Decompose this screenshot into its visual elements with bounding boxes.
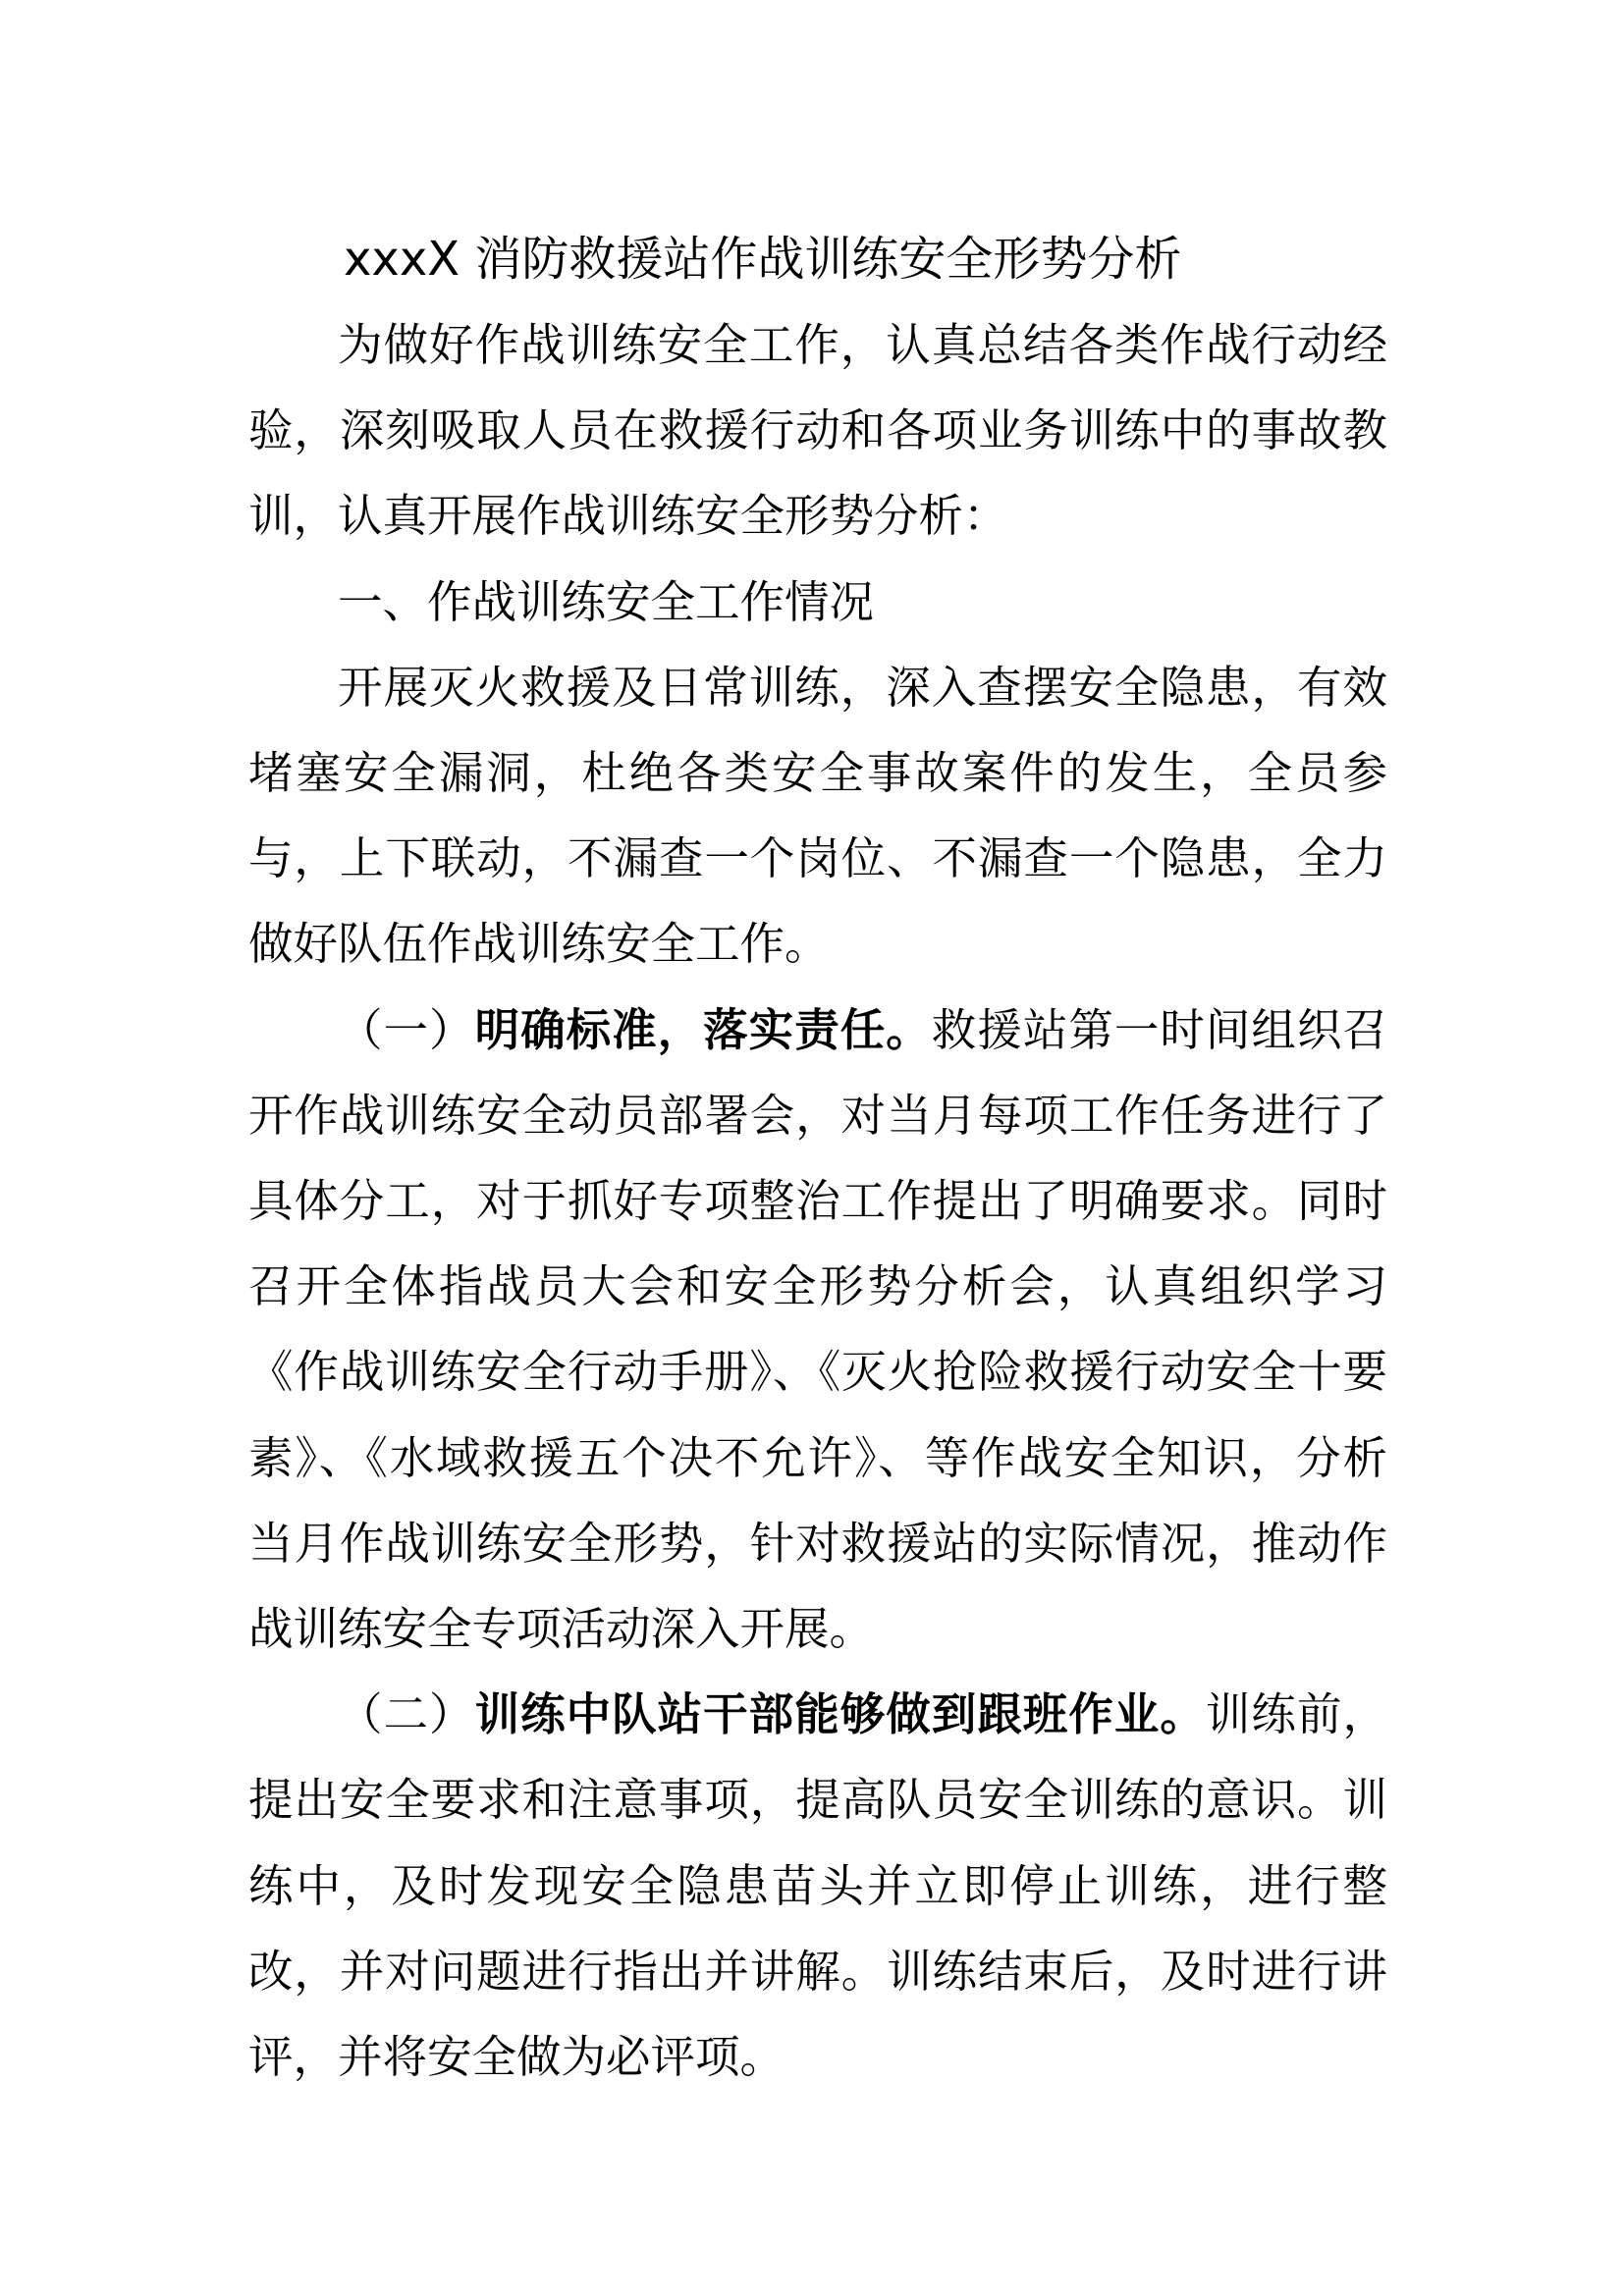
item-1-paragraph bbox=[248, 988, 1387, 1673]
item-1-text: 救援站第一时间组织召开作战训练安全动员部署会，对当月每项工作任务进行了具体分工，对于抓好专项整治工作提出了明确要求。同时召开全体指战员大会和安全形势分析会，认真组织学习《作战训练安全行动手册》、《灭火抢险救援行动安全十要素》、《水域救援五个决不允许》、等作战安全知识，分析当月作战训练安全形势，针对救援站的实际情况，推动作战训练安全专项活动深入开展。 bbox=[248, 1003, 1387, 1656]
intro-paragraph: 为做好作战训练安全工作，认真总结各类作战行动经验，深刻吸取人员在救援行动和各项业务训练中的事故教训，认真开展作战训练安全形势分析： bbox=[248, 319, 1387, 543]
item-2-text: 训练前，提出安全要求和注意事项，提高队员安全训练的意识。训练中，及时发现安全隐患苗头并立即停止训练，进行整改，并对问题进行指出并讲解。训练结束后，及时进行讲评，并将安全做为必评项。 bbox=[248, 1688, 1387, 2084]
section-paragraph: 开展灭火救援及日常训练，深入查摆安全隐患，有效堵塞安全漏洞，杜绝各类安全事故案件的发生，全员参与，上下联动，不漏查一个岗位、不漏查一个隐患，全力做好队伍作战训练安全工作。 bbox=[248, 661, 1387, 971]
document-body bbox=[248, 302, 1387, 2100]
item-2-bold-heading: 训练中队站干部能够做到跟班作业。 bbox=[474, 1688, 1206, 1741]
section-heading: 一、作战训练安全工作情况 bbox=[338, 575, 875, 628]
document-title: xxxX 消防救援站作战训练安全形势分析 bbox=[344, 232, 1182, 287]
item-1-bold-heading: 明确标准，落实责任。 bbox=[474, 1003, 932, 1056]
item-1-number: （一） bbox=[338, 1003, 475, 1056]
item-2-number: （二） bbox=[338, 1688, 475, 1741]
item-2-paragraph bbox=[248, 1672, 1387, 2100]
